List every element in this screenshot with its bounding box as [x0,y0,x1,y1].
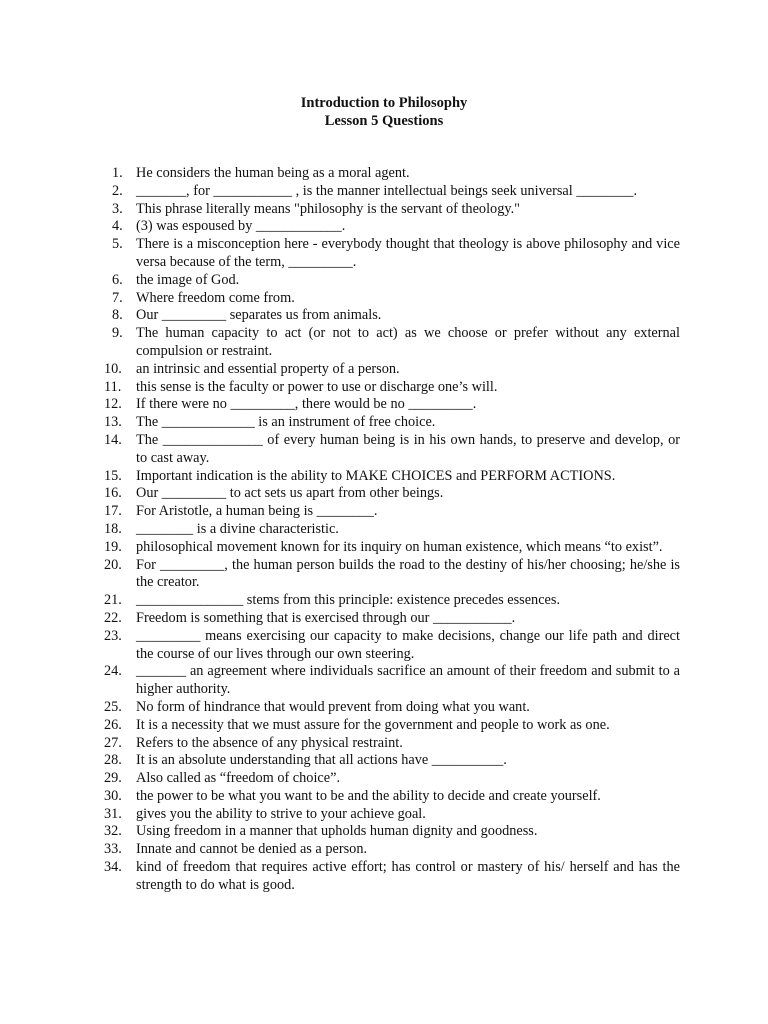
question-item [100,752,680,770]
question-number: 22. [104,609,122,626]
question-item [100,699,680,717]
question-text: The ______________ of every human being is in his own hands, to preserve and develop, or to cast away. [136,431,680,466]
question-text: _______ an agreement where individuals sacrifice an amount of their freedom and submit to a higher authority. [136,663,680,698]
question-text: Refers to the absence of any physical restraint. [136,734,403,751]
question-item [100,307,680,325]
question-item [100,485,680,503]
question-number: 28. [104,752,122,769]
question-number: 31. [104,805,122,822]
question-number: 26. [104,716,122,733]
question-text: the image of God. [136,271,240,288]
question-text: Innate and cannot be denied as a person. [136,841,368,858]
question-number: 32. [104,823,122,840]
question-text: _______, for ___________ , is the manner intellectual beings seek universal ________. [136,182,638,199]
question-text: ________ is a divine characteristic. [136,520,339,537]
question-item [100,770,680,788]
question-text: _________ means exercising our capacity to make decisions, change our life path and direct the course of our lives through our own steering. [136,627,680,662]
question-text: He considers the human being as a moral agent. [136,165,410,181]
question-number: 27. [104,734,122,751]
question-item [100,717,680,735]
question-item [100,396,680,414]
document-subtitle: Lesson 5 Questions [324,113,444,129]
question-number: 29. [104,770,122,787]
question-text: There is a misconception here - everybody thought that theology is above philosophy and vice versa because of the term, _________. [136,236,680,270]
question-item [100,859,680,895]
question-number: 24. [104,663,122,680]
question-text: The _____________ is an instrument of free choice. [136,414,436,431]
question-text: If there were no _________, there would be no _________. [136,396,477,413]
question-text: This phrase literally means "philosophy is the servant of theology." [136,200,520,217]
question-text: The human capacity to act (or not to act) as we choose or prefer without any external compulsion or restraint. [136,325,680,359]
question-number: 6. [112,271,123,288]
question-number: 3. [112,200,123,217]
question-item [100,610,680,628]
question-item [100,788,680,806]
question-item [100,823,680,841]
question-item [100,663,680,699]
question-number: 14. [104,431,122,448]
question-number: 19. [104,538,122,555]
question-item [100,414,680,432]
question-number: 34. [104,859,122,876]
question-text: It is an absolute understanding that all actions have __________. [136,752,507,769]
question-text: (3) was espoused by ____________. [136,218,346,235]
question-text: philosophical movement known for its inquiry on human existence, which means “to exist”. [136,538,663,555]
question-text: the power to be what you want to be and the ability to decide and create yourself. [136,787,601,804]
document-title: Introduction to Philosophy [300,95,468,111]
question-number: 12. [104,396,122,413]
question-item [100,521,680,539]
question-text: kind of freedom that requires active effort; has control or mastery of his/ herself and has the strength to do what is good. [136,859,680,893]
question-text: Our _________ separates us from animals. [136,307,382,324]
question-number: 17. [104,503,122,520]
question-text: Also called as “freedom of choice”. [136,770,341,787]
question-number: 21. [104,592,122,609]
question-number: 11. [104,378,122,395]
title-block [0,94,768,130]
question-item [100,236,680,272]
question-item [100,841,680,859]
question-number: 5. [112,236,123,253]
question-text: For _________, the human person builds the road to the destiny of his/her choosing; he/she is the creator. [136,556,680,591]
question-item [100,379,680,397]
question-number: 16. [104,485,122,502]
question-item [100,361,680,379]
question-number: 10. [104,360,122,377]
question-item [100,432,680,468]
question-number: 1. [112,165,123,181]
question-text: Our _________ to act sets us apart from other beings. [136,485,444,502]
question-number: 18. [104,520,122,537]
question-item [100,592,680,610]
question-text: Using freedom in a manner that upholds human dignity and goodness. [136,823,538,840]
question-item [100,628,680,664]
question-item [100,290,680,308]
question-text: It is a necessity that we must assure for the government and people to work as one. [136,716,610,733]
question-item [100,735,680,753]
question-number: 2. [112,182,123,199]
question-number: 30. [104,787,122,804]
question-text: Where freedom come from. [136,289,295,306]
question-item [100,201,680,219]
question-number: 20. [104,556,122,573]
question-text: this sense is the faculty or power to use or discharge one’s will. [136,378,498,395]
question-item [100,503,680,521]
question-number: 15. [104,467,122,484]
question-number: 8. [112,307,123,324]
question-text: Freedom is something that is exercised through our ___________. [136,609,516,626]
question-number: 13. [104,414,122,431]
question-item [100,218,680,236]
question-text: an intrinsic and essential property of a person. [136,360,400,377]
question-item [100,272,680,290]
question-item [100,468,680,486]
question-item [100,165,680,183]
question-number: 33. [104,841,122,858]
question-item [100,557,680,593]
question-text: For Aristotle, a human being is ________. [136,503,378,520]
question-text: _______________ stems from this principle: existence precedes essences. [136,592,561,609]
question-number: 25. [104,698,122,715]
question-text: No form of hindrance that would prevent from doing what you want. [136,698,530,715]
question-list [100,165,680,895]
question-text: gives you the ability to strive to your achieve goal. [136,805,426,822]
question-text: Important indication is the ability to MAKE CHOICES and PERFORM ACTIONS. [136,467,616,484]
question-item [100,183,680,201]
question-item [100,539,680,557]
question-number: 4. [112,218,123,235]
question-item [100,806,680,824]
question-number: 9. [112,325,123,342]
question-item [100,325,680,361]
question-number: 23. [104,627,122,644]
question-number: 7. [112,289,123,306]
